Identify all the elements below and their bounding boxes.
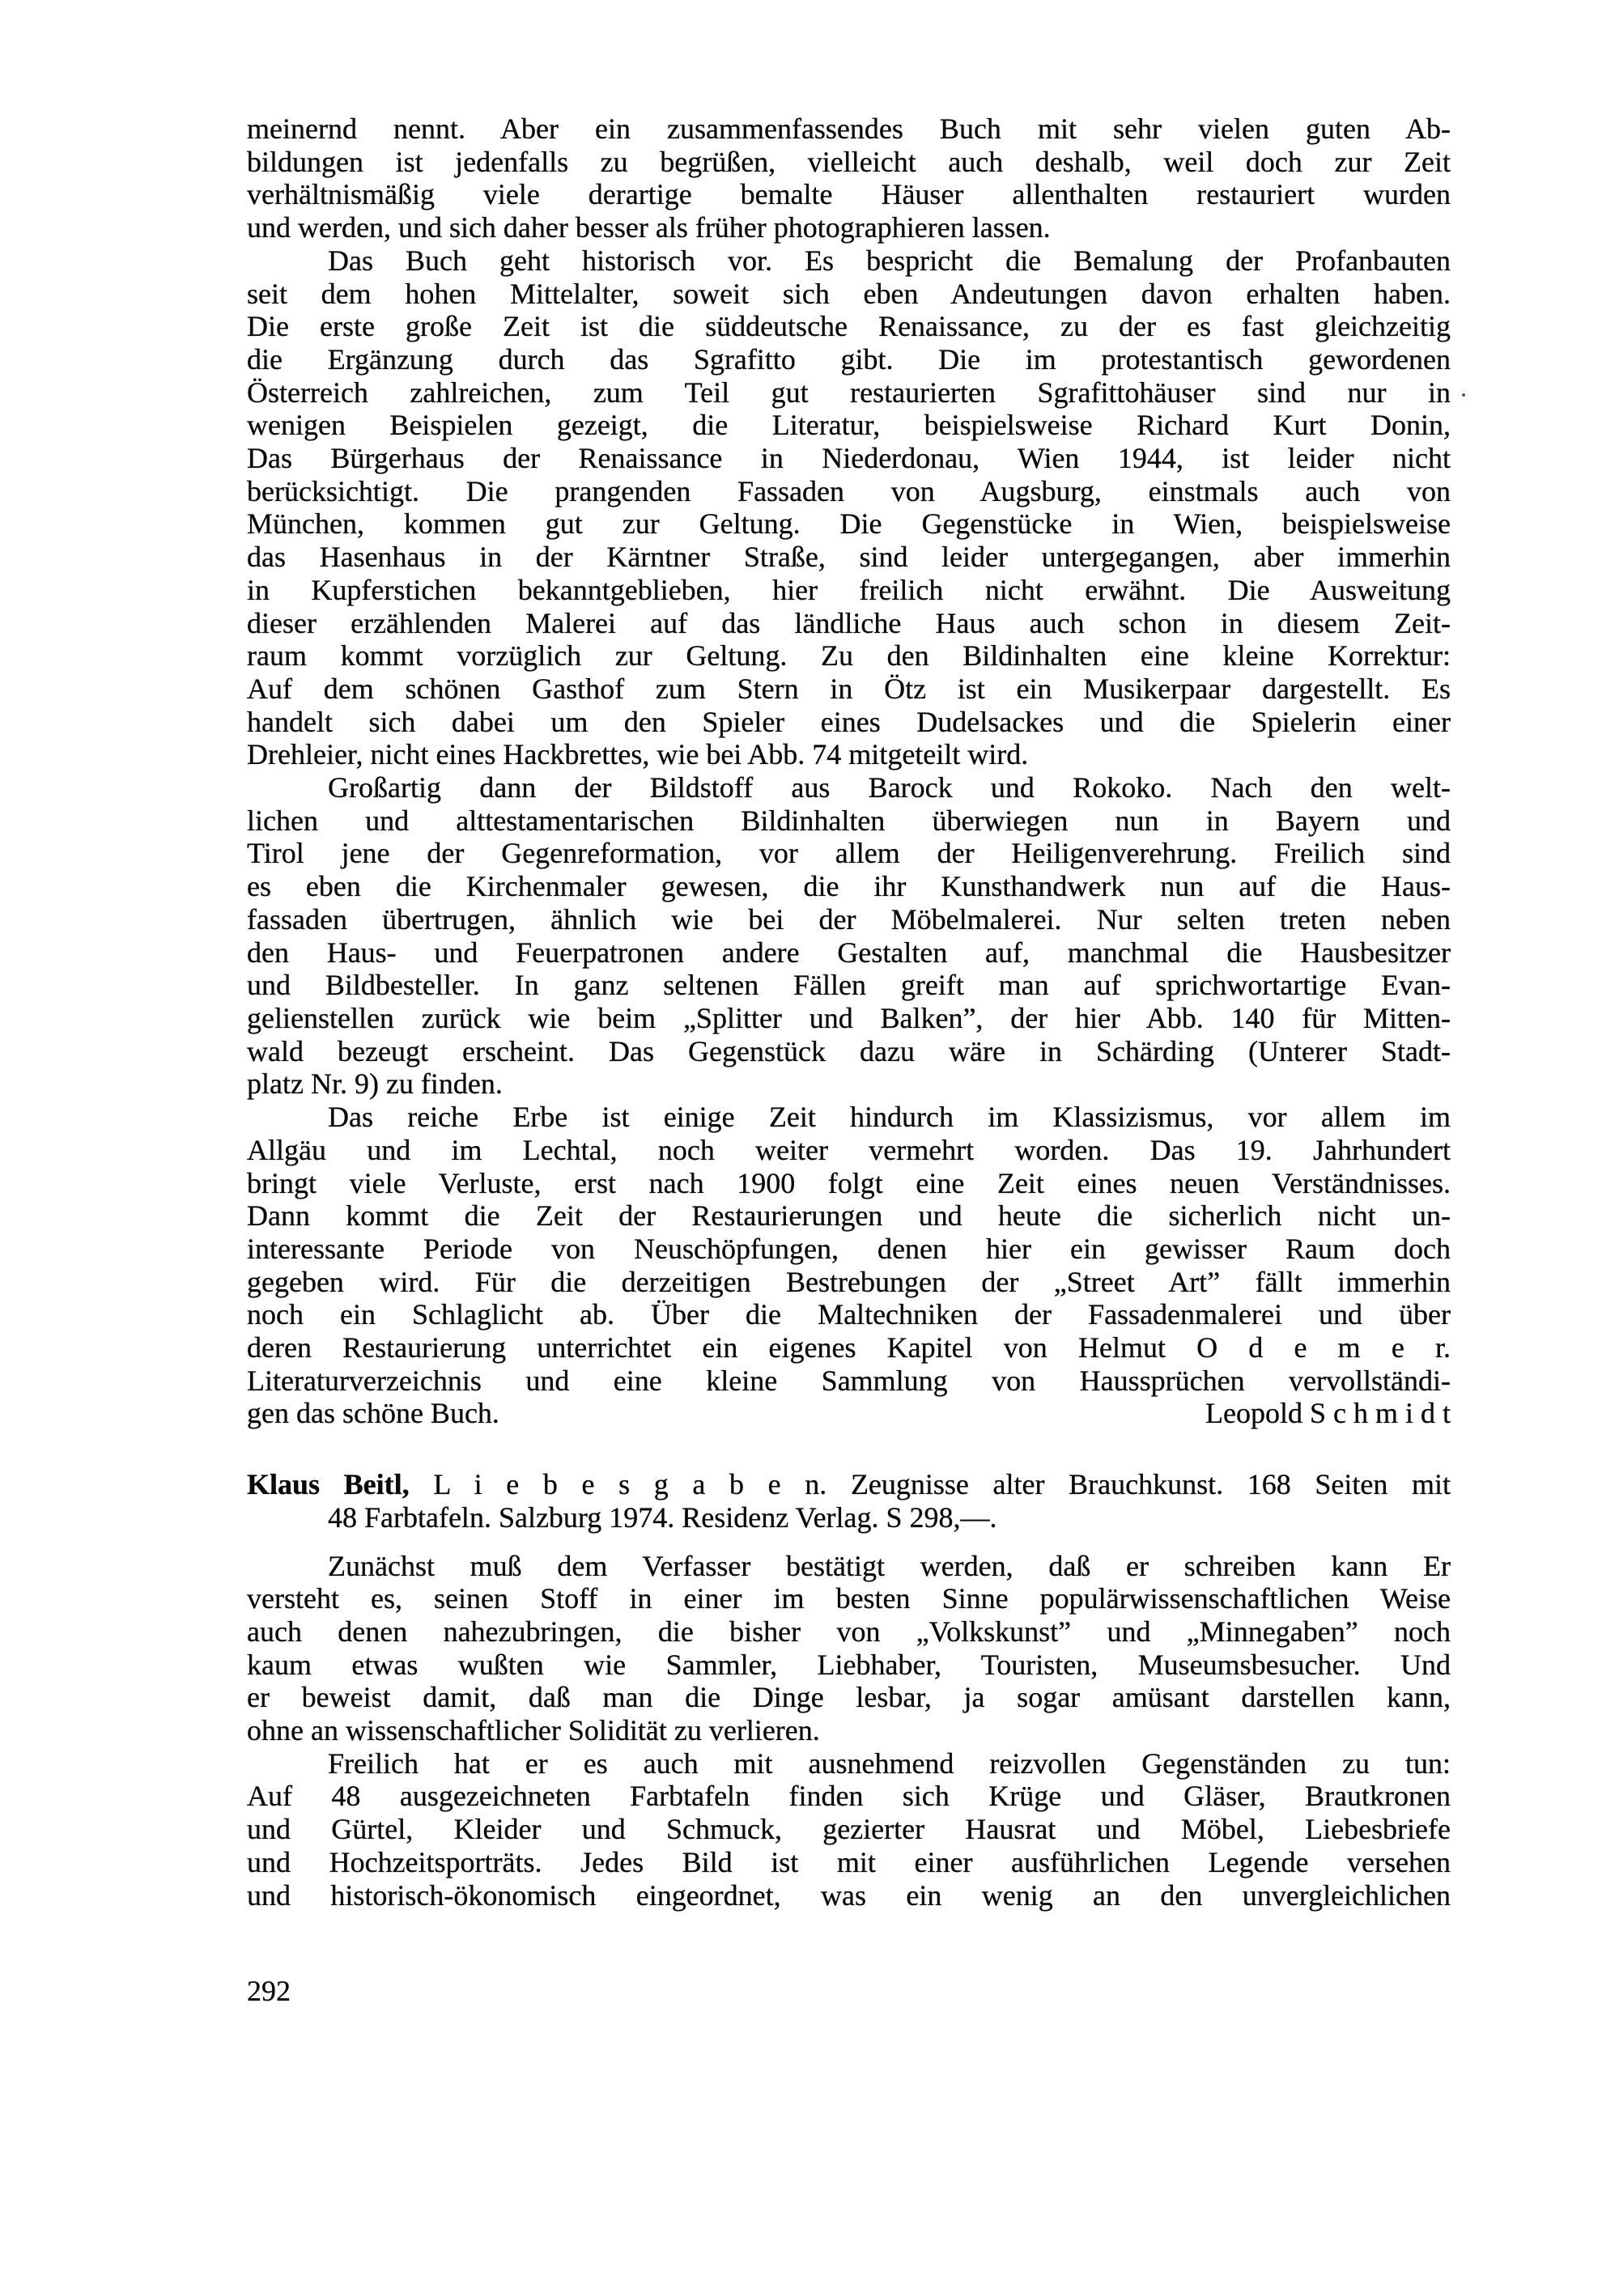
text-line: Tirol jene der Gegenreformation, vor allem der Heiligenverehrung. Freilich sind bbox=[247, 837, 1451, 870]
text-column bbox=[247, 112, 1451, 1912]
text-line: Das Buch geht historisch vor. Es bespricht die Bemalung der Profanbauten bbox=[328, 244, 1451, 277]
text-line: bringt viele Verluste, erst nach 1900 folgt eine Zeit eines neuen Verständnisses. bbox=[247, 1166, 1451, 1199]
text-line: München, kommen gut zur Geltung. Die Gegenstücke in Wien, beispielsweise bbox=[247, 507, 1451, 541]
text-line: und Bildbesteller. In ganz seltenen Fällen greift man auf sprichwortartige Evan- bbox=[247, 969, 1451, 1002]
text-line: wald bezeugt erscheint. Das Gegenstück dazu wäre in Schärding (Unterer Stadt- bbox=[247, 1034, 1451, 1067]
text-line: Die erste große Zeit ist die süddeutsche Renaissance, zu der es fast gleichzeitig bbox=[247, 310, 1451, 343]
text-line: verhältnismäßig viele derartige bemalte Häuser allenthalten restauriert wurden bbox=[247, 178, 1451, 211]
text-line: gelienstellen zurück wie beim „Splitter und Balken”, der hier Abb. 140 für Mitten- bbox=[247, 1001, 1451, 1034]
text-line: seit dem hohen Mittelalter, soweit sich eben Andeutungen davon erhalten haben. bbox=[247, 277, 1451, 310]
text-line: Dann kommt die Zeit der Restaurierungen und heute die sicherlich nicht un- bbox=[247, 1199, 1451, 1233]
text-line: in Kupferstichen bekanntgeblieben, hier freilich nicht erwähnt. Die Ausweitung bbox=[247, 573, 1451, 606]
text-line: ohne an wissenschaftlicher Solidität zu verlieren. bbox=[247, 1714, 820, 1747]
book-reference-imprint: 48 Farbtafeln. Salzburg 1974. Residenz Verlag. S 298,—. bbox=[328, 1500, 997, 1534]
text-line: Allgäu und im Lechtal, noch weiter vermehrt worden. Das 19. Jahrhundert bbox=[247, 1133, 1451, 1166]
text-line: interessante Periode von Neuschöpfungen, denen hier ein gewisser Raum doch bbox=[247, 1232, 1451, 1265]
text-line: auch denen nahezubringen, die bisher von „Volkskunst” und „Minnegaben” noch bbox=[247, 1615, 1451, 1648]
book-reference-subtitle: Zeugnisse alter Brauchkunst. 168 Seiten mit bbox=[850, 1468, 1451, 1501]
text-line: lichen und alttestamentarischen Bildinhalten überwiegen nun in Bayern und bbox=[247, 804, 1451, 837]
text-line: Auf dem schönen Gasthof zum Stern in Ötz ist ein Musikerpaar dargestellt. Es bbox=[247, 672, 1451, 705]
text-line: raum kommt vorzüglich zur Geltung. Zu den Bildinhalten eine kleine Korrektur: bbox=[247, 639, 1451, 673]
text-line: Auf 48 ausgezeichneten Farbtafeln finden sich Krüge und Gläser, Brautkronen bbox=[247, 1780, 1451, 1813]
text-line: noch ein Schlaglicht ab. Über die Maltechniken der Fassadenmalerei und über bbox=[247, 1298, 1451, 1331]
book-reference bbox=[247, 1468, 1451, 1534]
text-line: es eben die Kirchenmaler gewesen, die ihr Kunsthandwerk nun auf die Haus- bbox=[247, 870, 1451, 903]
text-line: die Ergänzung durch das Sgrafitto gibt. Die im protestantisch gewordenen bbox=[247, 342, 1451, 376]
text-line: dieser erzählenden Malerei auf das ländliche Haus auch schon in diesem Zeit- bbox=[247, 606, 1451, 639]
text-line: Großartig dann der Bildstoff aus Barock und Rokoko. Nach den welt- bbox=[328, 771, 1451, 804]
text-line: und Gürtel, Kleider und Schmuck, gezierter Hausrat und Möbel, Liebesbriefe bbox=[247, 1813, 1451, 1846]
text-line: Das reiche Erbe ist einige Zeit hindurch im Klassizismus, vor allem im bbox=[328, 1101, 1451, 1134]
text-line: Österreich zahlreichen, zum Teil gut restaurierten Sgrafittohäuser sind nur in bbox=[247, 376, 1451, 409]
reviewer-signature: Leopold S c h m i d t bbox=[1205, 1397, 1451, 1430]
text-line: das Hasenhaus in der Kärntner Straße, sind leider untergegangen, aber immerhin bbox=[247, 541, 1451, 574]
text-line: gegeben wird. Für die derzeitigen Bestrebungen der „Street Art” fällt immerhin bbox=[247, 1265, 1451, 1298]
text-line: Literaturverzeichnis und eine kleine Sammlung von Haussprüchen vervollständi- bbox=[247, 1364, 1451, 1397]
text-line: er beweist damit, daß man die Dinge lesbar, ja sogar amüsant darstellen kann, bbox=[247, 1681, 1451, 1714]
text-line: berücksichtigt. Die prangenden Fassaden von Augsburg, einstmals auch von bbox=[247, 474, 1451, 507]
text-line: und historisch-ökonomisch eingeordnet, was ein wenig an den unvergleichlichen bbox=[247, 1878, 1451, 1912]
scan-artifact-dot bbox=[1462, 393, 1465, 397]
text-line: bildungen ist jedenfalls zu begrüßen, vielleicht auch deshalb, weil doch zur Zeit bbox=[247, 145, 1451, 178]
text-line: Zunächst muß dem Verfasser bestätigt werden, daß er schreiben kann Er bbox=[328, 1549, 1451, 1582]
text-line: platz Nr. 9) zu finden. bbox=[247, 1067, 503, 1101]
review-liebesgaben-text bbox=[247, 1550, 1451, 1912]
text-line: wenigen Beispielen gezeigt, die Literatur, beispielsweise Richard Kurt Donin, bbox=[247, 409, 1451, 442]
text-line: kaum etwas wußten wie Sammler, Liebhaber, Touristen, Museumsbesucher. Und bbox=[247, 1648, 1451, 1681]
text-line: fassaden übertrugen, ähnlich wie bei der Möbelmalerei. Nur selten treten neben bbox=[247, 902, 1451, 936]
review-closing-line: gen das schöne Buch. bbox=[247, 1397, 499, 1430]
text-line: den Haus- und Feuerpatronen andere Gestalten auf, manchmal die Hausbesitzer bbox=[247, 936, 1451, 969]
text-line: und werden, und sich daher besser als früher photographieren lassen. bbox=[247, 211, 1051, 244]
text-line: und Hochzeitsporträts. Jedes Bild ist mit einer ausführlichen Legende versehen bbox=[247, 1845, 1451, 1878]
text-line: handelt sich dabei um den Spieler eines Dudelsackes und die Spielerin einer bbox=[247, 705, 1451, 738]
text-line: Drehleier, nicht eines Hackbrettes, wie bei Abb. 74 mitgeteilt wird. bbox=[247, 738, 1029, 771]
review-fassadenmalerei-text bbox=[247, 112, 1451, 1397]
text-line: Freilich hat er es auch mit ausnehmend reizvollen Gegenständen zu tun: bbox=[328, 1746, 1451, 1780]
book-reference-heading bbox=[247, 1468, 1451, 1501]
review-closing-row bbox=[247, 1397, 1451, 1430]
text-line: versteht es, seinen Stoff in einer im besten Sinne populärwissenschaftlichen Weise bbox=[247, 1582, 1451, 1615]
book-reference-author: Klaus Beitl, bbox=[247, 1468, 410, 1501]
text-line: meinernd nennt. Aber ein zusammenfassendes Buch mit sehr vielen guten Ab- bbox=[247, 112, 1451, 145]
page-number: 292 bbox=[247, 1975, 291, 2007]
book-reference-title: L i e b e s g a b e n. bbox=[433, 1468, 827, 1501]
text-line: deren Restaurierung unterrichtet ein eigenes Kapitel von Helmut O d e m e r. bbox=[247, 1331, 1451, 1364]
text-line: Das Bürgerhaus der Renaissance in Niederdonau, Wien 1944, ist leider nicht bbox=[247, 442, 1451, 475]
